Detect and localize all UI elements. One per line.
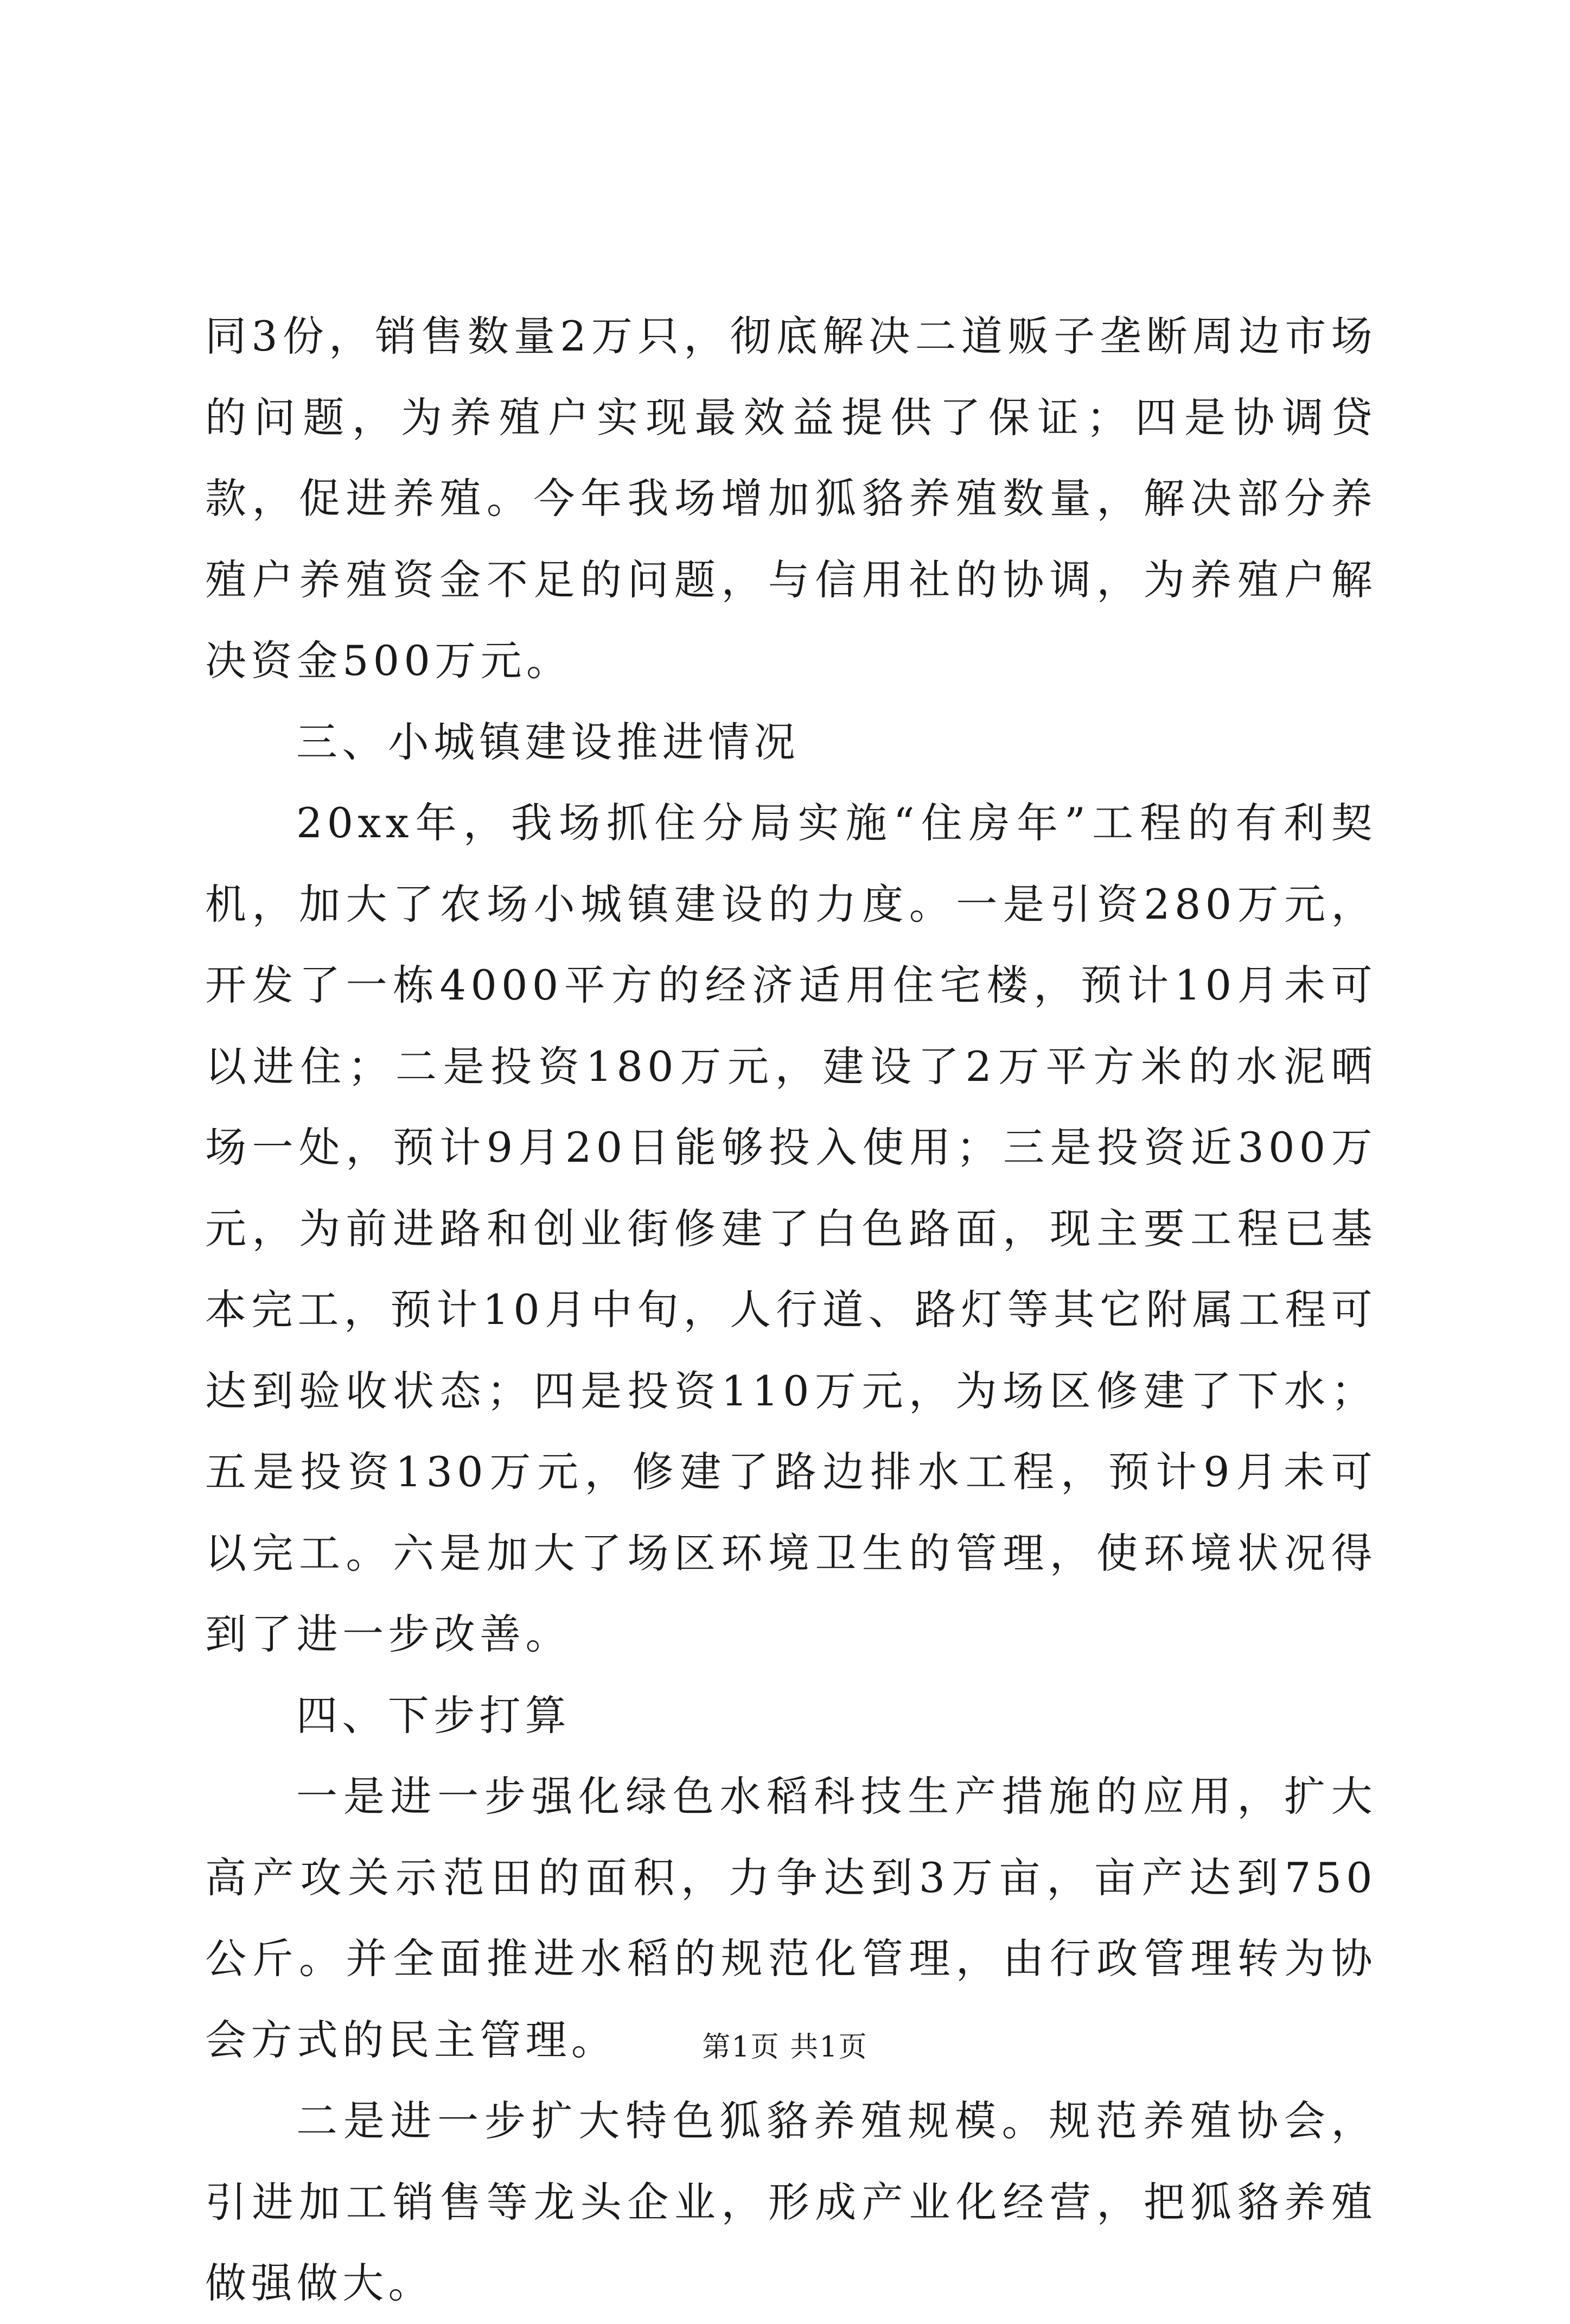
page-footer: 第1页 共1页: [702, 2031, 868, 2064]
paragraph-town-construction: 20xx年，我场抓住分局实施“住房年”工程的有利契机，加大了农场小城镇建设的力度。一是引资280万元，开发了一栋4000平方的经济适用住宅楼，预计10月未可以进住；二是投资180万元，建设了2万平方米的水泥晒场一处，预计9月20日能够投入使用；三是投资近300万元，为前进路和创业街修建了白色路面，现主要工程已基本完工，预计10月中旬，人行道、路灯等其它附属工程可达到验收状态；四是投资110万元，为场区修建了下水；五是投资130万元，修建了路边排水工程，预计9月未可以完工。六是加大了场区环境卫生的管理，使环境状况得到了进一步改善。: [205, 799, 1377, 1658]
section-heading-3: 三、小城镇建设推进情况: [296, 717, 800, 766]
section-heading-4: 四、下步打算: [296, 1691, 571, 1740]
document-body: [205, 296, 1377, 2324]
paragraph-plan-rice: 一是进一步强化绿色水稻科技生产措施的应用，扩大高产攻关示范田的面积，力争达到3万亩，亩产达到750公斤。并全面推进水稻的规范化管理，由行政管理转为协会方式的民主管理。: [205, 1772, 1377, 2064]
paragraph-plan-breeding: 二是进一步扩大特色狐貉养殖规模。规范养殖协会，引进加工销售等龙头企业，形成产业化经营，把狐貉养殖做强做大。: [205, 2097, 1377, 2307]
paragraph-continuation: 同3份，销售数量2万只，彻底解决二道贩子垄断周边市场的问题，为养殖户实现最效益提供了保证；四是协调贷款，促进养殖。今年我场增加狐貉养殖数量，解决部分养殖户养殖资金不足的问题，与信用社的协调，为养殖户解决资金500万元。: [205, 312, 1377, 685]
